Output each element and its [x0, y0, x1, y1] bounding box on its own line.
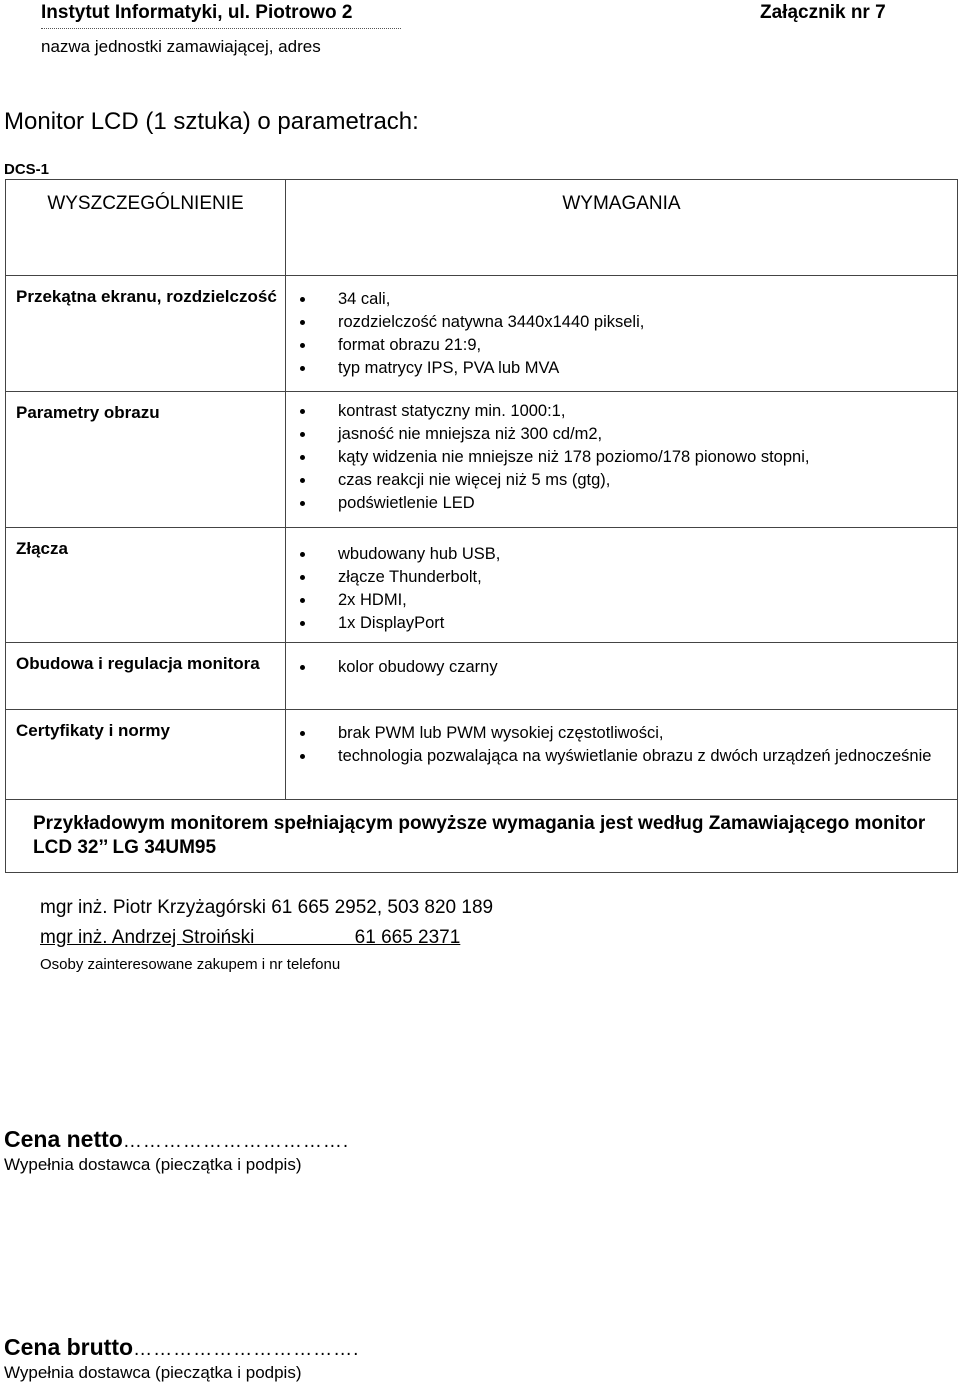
table-row — [6, 276, 958, 392]
net-price-blank: ……………………………. — [122, 1131, 350, 1152]
bullet-icon — [300, 501, 305, 506]
list-item — [286, 745, 957, 768]
item-text: typ matrycy IPS, PVA lub MVA — [338, 359, 560, 377]
list-item — [286, 566, 957, 589]
page-title: Monitor LCD (1 sztuka) o parametrach: — [4, 108, 419, 135]
list-item — [286, 334, 957, 357]
item-code: DCS-1 — [4, 161, 50, 178]
item-text: jasność nie mniejsza niż 300 cd/m2, — [338, 425, 603, 443]
list-item — [286, 722, 957, 745]
row-label: Obudowa i regulacja monitora — [6, 643, 286, 710]
bullet-icon — [300, 731, 305, 736]
bullet-icon — [300, 409, 305, 414]
bullet-icon — [300, 621, 305, 626]
list-item — [286, 492, 957, 515]
item-text: kolor obudowy czarny — [338, 658, 498, 676]
row-requirements — [286, 392, 958, 528]
bullet-icon — [300, 552, 305, 557]
bullet-icon — [300, 598, 305, 603]
list-item — [286, 589, 957, 612]
list-item — [286, 469, 957, 492]
bullet-icon — [300, 432, 305, 437]
table-row — [6, 643, 958, 710]
bullet-icon — [300, 455, 305, 460]
row-requirements — [286, 710, 958, 800]
list-item — [286, 656, 957, 679]
item-text: kąty widzenia nie mniejsze niż 178 poziomo/178 pionowo stopni, — [338, 448, 810, 466]
spec-table — [5, 179, 958, 873]
row-requirements — [286, 528, 958, 643]
item-text: 34 cali, — [338, 290, 391, 308]
net-price-note: Wypełnia dostawca (pieczątka i podpis) — [4, 1155, 302, 1174]
list-item — [286, 446, 957, 469]
row-requirements — [286, 276, 958, 392]
summary-row — [6, 800, 958, 873]
bullet-icon — [300, 478, 305, 483]
header-requirements: WYMAGANIA — [286, 180, 958, 276]
table-row — [6, 710, 958, 800]
attachment-number: Załącznik nr 7 — [760, 2, 886, 23]
list-item — [286, 357, 957, 380]
table-row — [6, 392, 958, 528]
contacts-note: Osoby zainteresowane zakupem i nr telefonu — [40, 956, 341, 973]
contact-person-2: mgr inż. Andrzej Stroiński 61 665 2371 — [40, 927, 461, 948]
list-item — [286, 400, 957, 423]
table-row — [6, 528, 958, 643]
item-text: technologia pozwalająca na wyświetlanie obrazu z dwóch urządzeń jednocześnie — [338, 747, 932, 765]
item-text: wbudowany hub USB, — [338, 545, 501, 563]
bullet-icon — [300, 754, 305, 759]
institute-name: Instytut Informatyki, ul. Piotrowo 2 — [41, 2, 353, 23]
dotted-line — [41, 28, 401, 29]
item-text: złącze Thunderbolt, — [338, 568, 482, 586]
item-text: czas reakcji nie więcej niż 5 ms (gtg), — [338, 471, 611, 489]
gross-price-note: Wypełnia dostawca (pieczątka i podpis) — [4, 1363, 302, 1382]
item-text: podświetlenie LED — [338, 494, 475, 512]
item-text: kontrast statyczny min. 1000:1, — [338, 402, 566, 420]
row-label: Parametry obrazu — [6, 392, 286, 528]
bullet-icon — [300, 575, 305, 580]
list-item — [286, 612, 957, 635]
bullet-icon — [300, 320, 305, 325]
example-monitor-note: Przykładowym monitorem spełniającym powyższe wymagania jest według Zamawiającego monitor LCD 32’’ LG 34UM95 — [6, 800, 958, 873]
item-text: brak PWM lub PWM wysokiej częstotliwości, — [338, 724, 664, 742]
item-text: 2x HDMI, — [338, 591, 407, 609]
bullet-icon — [300, 665, 305, 670]
bullet-icon — [300, 343, 305, 348]
list-item — [286, 288, 957, 311]
header-specification: WYSZCZEGÓLNIENIE — [6, 180, 286, 276]
unit-address-label: nazwa jednostki zamawiającej, adres — [41, 37, 321, 56]
row-label: Certyfikaty i normy — [6, 710, 286, 800]
list-item — [286, 543, 957, 566]
list-item — [286, 311, 957, 334]
item-text: 1x DisplayPort — [338, 614, 445, 632]
net-price-label: Cena netto — [4, 1126, 123, 1152]
bullet-icon — [300, 297, 305, 302]
row-label: Złącza — [6, 528, 286, 643]
row-label: Przekątna ekranu, rozdzielczość — [6, 276, 286, 392]
row-requirements — [286, 643, 958, 710]
item-text: format obrazu 21:9, — [338, 336, 482, 354]
gross-price-label: Cena brutto — [4, 1334, 134, 1360]
gross-price-blank: ……………………………. — [133, 1339, 360, 1360]
gross-price-field — [4, 1334, 359, 1361]
bullet-icon — [300, 366, 305, 371]
item-text: rozdzielczość natywna 3440x1440 pikseli, — [338, 313, 645, 331]
list-item — [286, 423, 957, 446]
net-price-field — [4, 1126, 349, 1153]
contact-person-1: mgr inż. Piotr Krzyżagórski 61 665 2952, 503 820 189 — [40, 897, 494, 918]
table-header-row — [6, 180, 958, 276]
